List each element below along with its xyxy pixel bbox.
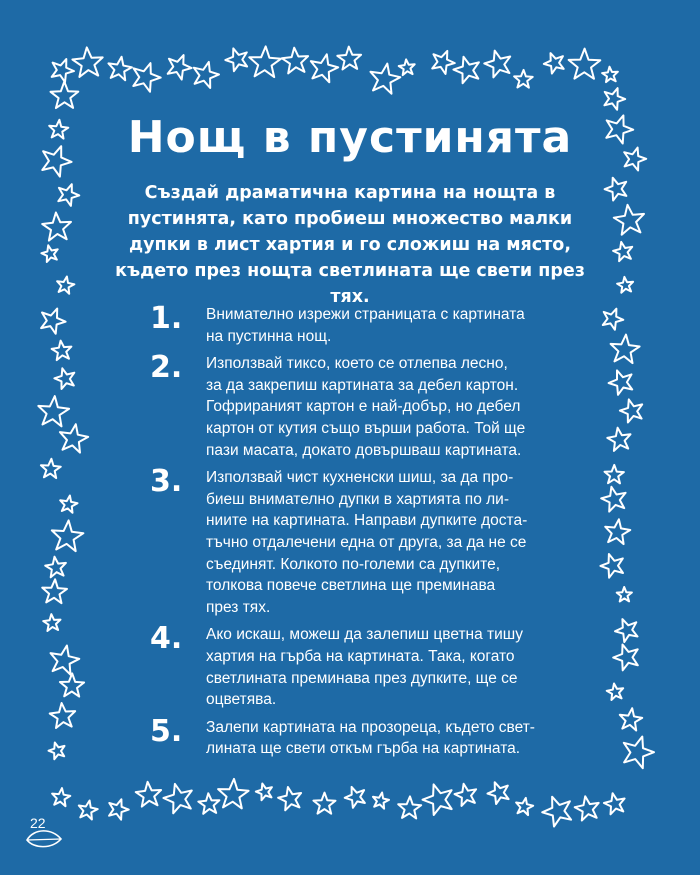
star-icon: [41, 245, 57, 262]
star-icon: [49, 743, 65, 760]
step-number: 4.: [150, 621, 183, 657]
star-icon: [604, 88, 625, 110]
star-icon: [311, 54, 338, 82]
star-icon: [516, 798, 533, 815]
star-icon: [337, 47, 361, 70]
star-icon: [542, 797, 571, 827]
star-icon: [109, 57, 132, 81]
star-icon: [41, 459, 61, 478]
star-icon: [601, 487, 625, 512]
star-icon: [43, 614, 60, 631]
star-icon: [225, 48, 247, 71]
star-icon: [41, 309, 66, 334]
step-item: [150, 301, 570, 347]
star-icon: [624, 737, 654, 769]
star-icon: [57, 277, 74, 294]
star-icon: [51, 82, 79, 109]
star-icon: [60, 496, 77, 513]
star-icon: [79, 801, 98, 820]
star-icon: [50, 703, 75, 728]
star-icon: [607, 684, 624, 701]
step-item: [150, 464, 570, 618]
star-icon: [613, 242, 632, 261]
star-icon: [453, 57, 479, 83]
star-icon: [514, 70, 533, 88]
star-icon: [544, 53, 564, 74]
star-icon: [54, 368, 74, 389]
step-number: 3.: [150, 464, 183, 500]
star-icon: [604, 793, 625, 814]
star-icon: [42, 213, 71, 241]
star-icon: [373, 793, 389, 809]
star-icon: [45, 557, 66, 578]
star-icon: [605, 465, 624, 484]
step-number: 1.: [150, 301, 183, 336]
star-icon: [109, 799, 129, 819]
star-icon: [136, 782, 161, 807]
star-icon: [51, 646, 80, 675]
star-icon: [455, 784, 477, 806]
star-icon: [607, 428, 630, 451]
star-icon: [615, 619, 638, 642]
star-icon: [603, 309, 624, 330]
star-icon: [38, 396, 69, 426]
step-text: Внимателно изрежи страницата с картината на пустинна нощ.: [206, 306, 525, 345]
star-icon: [488, 782, 509, 804]
step-text: Използвай чист кухненски шиш, за да про- биеш внимателно дупки в хартията по ли- ниите на картината. Направи дупките доста- тъчно отдалечени една от друга, за да не се съединят. Колкото по-големи са дупките, толкова повече светлина ще преминава през тях.: [206, 469, 528, 616]
step-item: [150, 350, 570, 461]
star-icon: [613, 645, 638, 671]
star-icon: [218, 779, 249, 809]
star-icon: [313, 793, 335, 814]
star-icon: [60, 673, 84, 696]
star-icon: [60, 424, 88, 452]
star-icon: [617, 277, 633, 293]
step-item: [150, 713, 570, 760]
steps-list: [150, 301, 570, 766]
star-icon: [256, 784, 272, 801]
intro-paragraph: Създай драматична картина на нощта в пустинята, като пробиеш множество малки дупки в лист хартия и го сложиш на място, където през нощта светлината ще свети през тях.: [115, 183, 585, 307]
star-icon: [602, 67, 618, 82]
star-icon: [609, 370, 633, 394]
star-icon: [52, 341, 72, 361]
star-icon: [605, 519, 630, 544]
star-icon: [399, 59, 415, 75]
star-icon: [620, 399, 642, 422]
step-number: 5.: [150, 713, 183, 749]
star-icon: [52, 520, 84, 551]
star-icon: [575, 796, 599, 820]
star-icon: [611, 335, 640, 364]
star-icon: [168, 55, 192, 80]
star-icon: [282, 48, 308, 74]
star-icon: [423, 784, 452, 815]
step-text: Ако искаш, можеш да залепиш цветна тишу хартия на гърба на картината. Така, когато светлината преминава през дупките, ще се оцветява.: [206, 626, 523, 709]
star-icon: [163, 784, 191, 813]
step-number: 2.: [150, 350, 183, 386]
star-icon: [278, 787, 301, 810]
star-icon: [432, 51, 455, 74]
step-text: Залепи картината на прозореца, където свет- лината ще свети откъм гърба на картината.: [206, 718, 535, 758]
page-title: Нощ в пустинята: [127, 112, 573, 163]
star-icon: [42, 579, 67, 603]
step-text: Използвай тиксо, което се отлепва лесно, за да закрепиш картината за дебел картон. Гофрираният картон е най-добър, но дебел картон от кутия също върши работа. Той ще пази масата, докато довършваш картината.: [206, 355, 526, 459]
star-icon: [605, 178, 627, 201]
star-icon: [620, 708, 642, 730]
star-icon: [58, 184, 79, 206]
star-icon: [52, 788, 70, 806]
page-number: 22: [30, 815, 46, 831]
star-icon: [600, 554, 623, 578]
star-icon: [617, 587, 632, 602]
star-icon: [345, 787, 365, 808]
star-icon: [52, 59, 74, 82]
star-icon: [194, 62, 219, 88]
star-icon: [198, 793, 219, 814]
step-item: [150, 621, 570, 710]
star-icon: [484, 51, 510, 78]
star-icon: [569, 49, 601, 79]
star-icon: [133, 63, 160, 92]
star-icon: [249, 46, 281, 77]
star-icon: [371, 64, 401, 94]
star-icon: [398, 796, 421, 818]
star-icon: [614, 205, 644, 235]
star-icon: [72, 47, 102, 77]
